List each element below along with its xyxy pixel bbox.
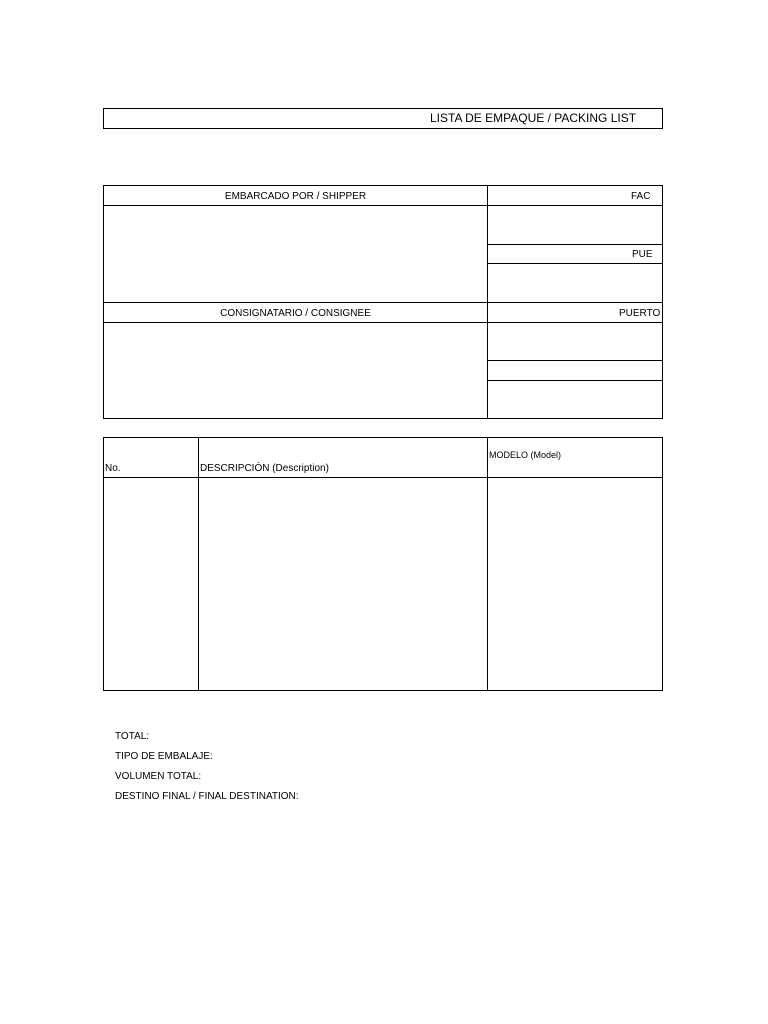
invoice-label: FAC bbox=[631, 191, 651, 202]
right-line-4 bbox=[487, 380, 663, 381]
right-line-2 bbox=[487, 263, 663, 264]
items-col-divider-1 bbox=[198, 437, 199, 691]
footer-total: TOTAL: bbox=[115, 731, 150, 742]
items-col-description: DESCRIPCIÓN (Description) bbox=[200, 463, 329, 474]
footer-total-volume: VOLUMEN TOTAL: bbox=[115, 771, 202, 782]
items-col-model: MODELO (Model) bbox=[489, 450, 562, 460]
footer-final-destination: DESTINO FINAL / FINAL DESTINATION: bbox=[115, 791, 299, 802]
shipper-header-line bbox=[103, 205, 663, 206]
items-col-no: No. bbox=[105, 463, 121, 474]
port-label: PUE bbox=[632, 249, 653, 260]
port-label-2: PUERTO bbox=[619, 308, 661, 319]
items-header-line bbox=[103, 477, 663, 478]
right-line-1 bbox=[487, 244, 663, 245]
items-col-divider-2 bbox=[487, 437, 488, 691]
footer-packaging-type: TIPO DE EMBALAJE: bbox=[115, 751, 213, 762]
consignee-label: CONSIGNATARIO / CONSIGNEE bbox=[220, 308, 371, 319]
items-table bbox=[103, 437, 663, 691]
right-line-3 bbox=[487, 360, 663, 361]
shipper-label: EMBARCADO POR / SHIPPER bbox=[224, 191, 367, 202]
consignee-top-line bbox=[103, 302, 663, 303]
consignee-header-line bbox=[103, 322, 663, 323]
page-title: LISTA DE EMPAQUE / PACKING LIST bbox=[430, 111, 637, 125]
